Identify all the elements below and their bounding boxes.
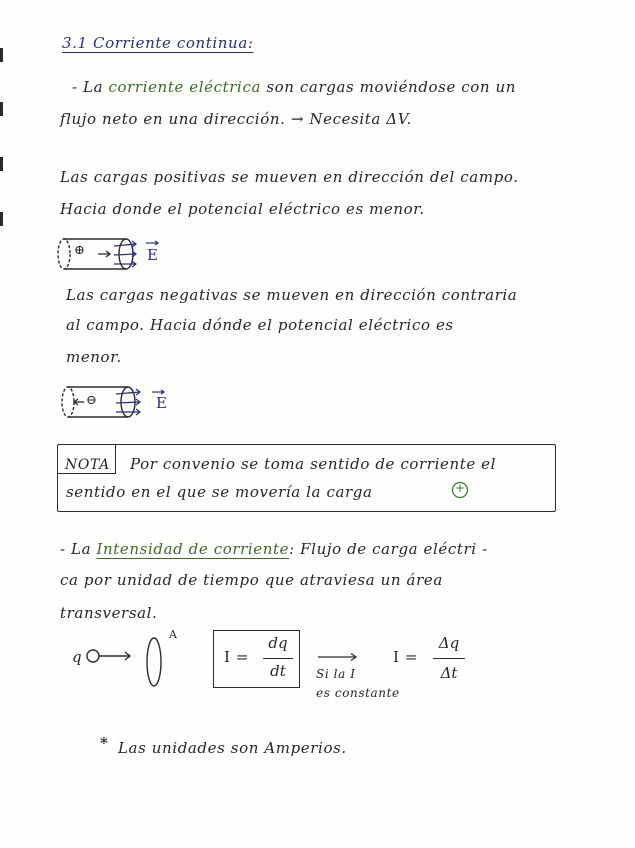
text-fragment: : Flujo de carga eléctri - [289,540,488,558]
paragraph-line: Las cargas positivas se mueven en dirección del campo. [60,168,519,186]
condition-text: es constante [316,686,400,700]
denominator: Δt [440,664,458,682]
footnote-bullet: * [100,734,109,752]
paragraph-line: Las cargas negativas se mueven en dirección contraria [66,286,518,304]
highlight-term: Intensidad de corriente [96,540,290,558]
paragraph-line: ca por unidad de tiempo que atraviesa un área [60,571,443,589]
highlight-term: corriente eléctrica [108,78,261,96]
fraction-line [433,658,465,659]
note-line: sentido en el que se movería la carga [66,483,373,501]
text-fragment: - La [60,540,97,558]
binder-mark [0,48,3,62]
area-label: A [169,628,178,641]
binder-mark [0,102,3,116]
field-label: E [156,394,168,412]
binder-mark [0,157,3,171]
paragraph-line: Hacia donde el potencial eléctrico es menor. [60,200,425,218]
charge-label: q [72,648,83,666]
binder-mark [0,212,3,226]
paragraph-line: menor. [66,348,122,366]
current-symbol: I = [224,648,250,666]
footnote-text: Las unidades son Amperios. [118,739,347,757]
implies-arrow-icon [316,652,360,662]
positive-charge-plus: + [455,481,466,495]
denominator: dt [270,662,286,680]
paragraph-line [72,78,516,96]
note-line: Por convenio se toma sentido de corriente el [130,455,497,473]
paragraph-line: al campo. Hacia dónde el potencial eléctrico es [66,316,454,334]
paragraph-line [60,540,488,558]
current-symbol: I = [393,648,419,666]
positive-charge-symbol: ⊕ [74,243,86,258]
note-label: NOTA [65,457,110,473]
text-fragment: son cargas moviéndose con un [261,78,517,96]
numerator: dq [268,634,288,652]
numerator: Δq [438,634,460,652]
field-label: E [147,246,159,264]
negative-charge-symbol: ⊖ [86,393,98,408]
paragraph-line: flujo neto en una dirección. → Necesita ΔV. [60,110,412,128]
section-title: 3.1 Corriente continua: [62,34,254,52]
fraction-line [263,658,293,659]
condition-text: Si la I [316,667,356,681]
charge-flow-area-icon [82,628,172,692]
paragraph-line: transversal. [60,604,158,622]
text-fragment: - La [72,78,109,96]
